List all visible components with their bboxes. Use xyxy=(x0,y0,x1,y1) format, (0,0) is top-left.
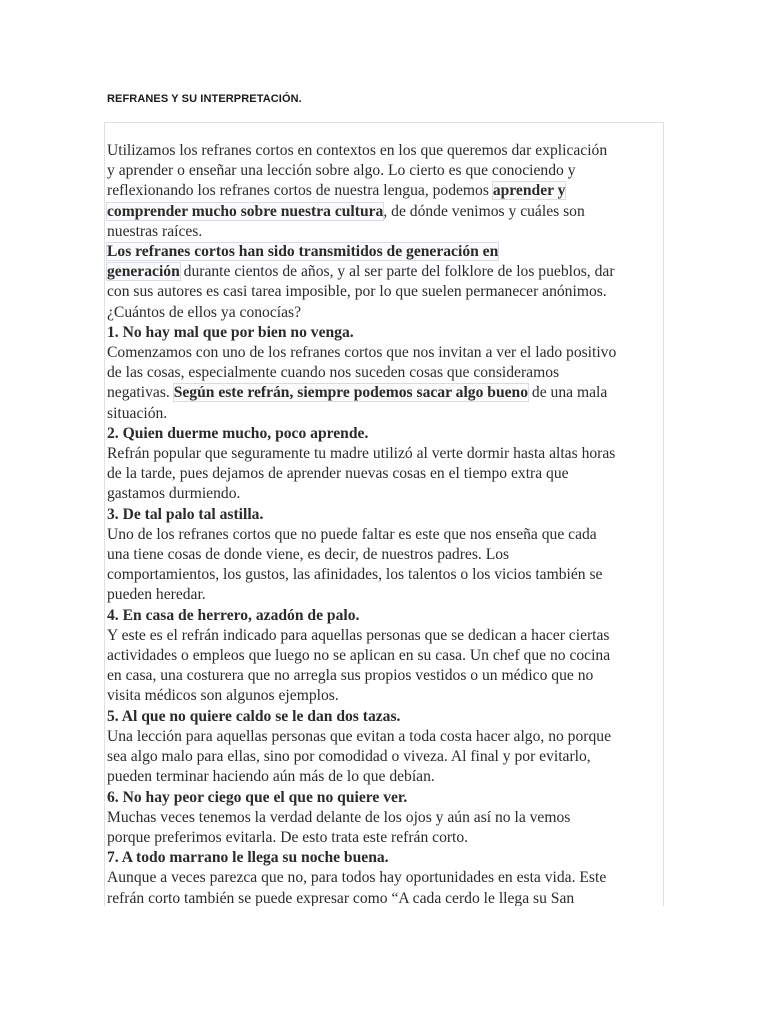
intro-line: y aprender o enseñar una lección sobre algo. Lo cierto es que conociendo y xyxy=(107,162,576,180)
proverb-title: 7. A todo marrano le llega su noche buena. xyxy=(107,849,389,867)
proverb-line: porque preferimos evitarla. De esto trata este refrán corto. xyxy=(107,828,469,846)
proverb-line: refrán corto también se puede expresar como “A cada cerdo le llega su San xyxy=(107,889,575,906)
proverb-line: una tiene cosas de donde viene, es decir, de nuestros padres. Los xyxy=(107,546,510,564)
proverb-line: Comenzamos con uno de los refranes cortos que nos invitan a ver el lado positivo xyxy=(107,344,617,362)
proverb-title: 1. No hay mal que por bien no venga. xyxy=(107,323,354,341)
highlight-link[interactable]: aprender y xyxy=(492,182,566,200)
highlight-link[interactable]: comprender mucho sobre nuestra cultura xyxy=(107,202,384,220)
intro-line: ¿Cuántos de ellos ya conocías? xyxy=(107,303,301,321)
proverb-title: 6. No hay peor ciego que el que no quiere ver. xyxy=(107,788,408,806)
proverb-line xyxy=(107,383,663,403)
highlight-link[interactable]: Los refranes cortos han sido transmitidos de generación en xyxy=(107,243,499,261)
proverb-line: Uno de los refranes cortos que no puede faltar es este que nos enseña que cada xyxy=(107,525,597,543)
intro-line: Utilizamos los refranes cortos en contextos en los que queremos dar explicación xyxy=(107,142,608,159)
article-text-box xyxy=(104,122,664,906)
intro-line xyxy=(107,242,663,262)
proverb-line: visita médicos son algunos ejemplos. xyxy=(107,687,339,705)
intro-text: reflexionando los refranes cortos de nuestra lengua, podemos xyxy=(107,182,493,200)
intro-line xyxy=(107,202,663,222)
proverb-title: 3. De tal palo tal astilla. xyxy=(107,505,264,523)
proverb-line: situación. xyxy=(107,404,168,422)
proverb-line: de la tarde, pues dejamos de aprender nuevas cosas en el tiempo extra que xyxy=(107,465,569,483)
proverb-text: negativas. xyxy=(107,384,174,402)
highlight-link[interactable]: Según este refrán, siempre podemos sacar algo bueno xyxy=(173,384,529,402)
proverb-line: comportamientos, los gustos, las afinidades, los talentos o los vicios también se xyxy=(107,566,603,584)
proverb-line: pueden terminar haciendo aún más de lo que debían. xyxy=(107,768,435,786)
proverb-title: 5. Al que no quiere caldo se le dan dos tazas. xyxy=(107,707,401,725)
intro-line xyxy=(107,181,663,201)
proverb-line: Y este es el refrán indicado para aquellas personas que se dedican a hacer ciertas xyxy=(107,626,610,644)
proverb-title: 2. Quien duerme mucho, poco aprende. xyxy=(107,424,369,442)
proverb-line: sea algo malo para ellas, sino por comodidad o viveza. Al final y por evitarlo, xyxy=(107,748,591,766)
highlight-link[interactable]: generación xyxy=(107,263,180,281)
proverb-line: Refrán popular que seguramente tu madre utilizó al verte dormir hasta altas horas xyxy=(107,445,616,463)
proverb-line: Aunque a veces parezca que no, para todos hay oportunidades en esta vida. Este xyxy=(107,869,607,887)
article-body xyxy=(107,141,663,906)
proverb-line: gastamos durmiendo. xyxy=(107,485,241,503)
proverb-line: Muchas veces tenemos la verdad delante de los ojos y aún así no la vemos xyxy=(107,808,571,826)
intro-text: , de dónde venimos y cuáles son xyxy=(383,202,585,220)
proverb-title: 4. En casa de herrero, azadón de palo. xyxy=(107,606,360,624)
proverb-line: de las cosas, especialmente cuando nos suceden cosas que consideramos xyxy=(107,364,560,382)
proverb-line: Una lección para aquellas personas que evitan a toda costa hacer algo, no porque xyxy=(107,727,611,745)
proverb-text: de una mala xyxy=(528,384,608,402)
intro-line: nuestras raíces. xyxy=(107,222,203,240)
proverb-line: en casa, una costurera que no arregla sus propios vestidos o un médico que no xyxy=(107,667,594,685)
proverb-line: actividades o empleos que luego no se aplican en su casa. Un chef que no cocina xyxy=(107,647,611,665)
proverb-line: pueden heredar. xyxy=(107,586,206,604)
document-heading: REFRANES Y SU INTERPRETACIÓN. xyxy=(107,93,302,105)
intro-line: con sus autores es casi tarea imposible, por lo que suelen permanecer anónimos. xyxy=(107,283,607,301)
intro-line xyxy=(107,262,663,282)
intro-text: durante cientos de años, y al ser parte del folklore de los pueblos, dar xyxy=(179,263,615,281)
